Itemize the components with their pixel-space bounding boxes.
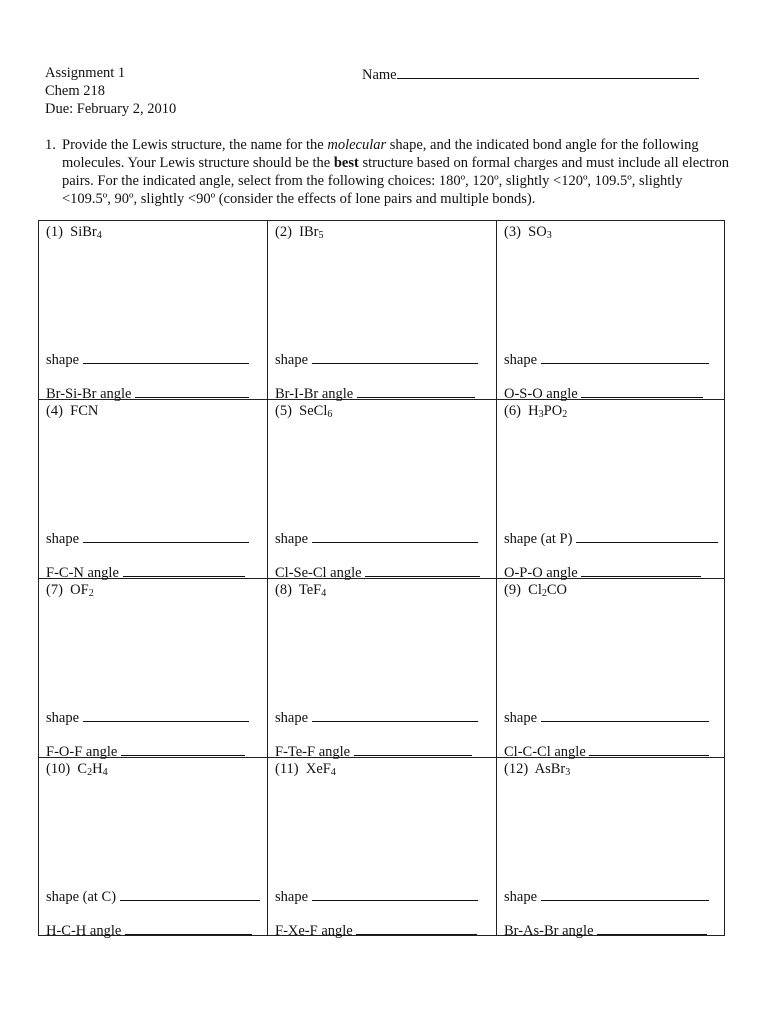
molecule-number: (2) (275, 224, 300, 240)
shape-label: shape (275, 352, 312, 368)
molecule-formula: SeCl$_6$ (299, 403, 333, 420)
molecule-number: (7) (46, 582, 71, 598)
angle-label: O-S-O angle (504, 386, 582, 402)
molecule-cell (39, 758, 267, 939)
shape-blank (312, 528, 478, 543)
shape-label: shape (275, 710, 312, 726)
question-number: 1. (45, 137, 56, 153)
shape-label: shape (275, 531, 312, 547)
due-date: Due: February 2, 2010 (45, 101, 177, 117)
molecule-cell (497, 758, 725, 939)
molecule-grid (38, 220, 725, 939)
molecule-cell (497, 400, 725, 581)
shape-blank (83, 707, 249, 722)
shape-label: shape (504, 889, 541, 905)
question-text-part: shape, and the indicated bond angle for the following molecules. Your Lewis structure should be the (62, 137, 699, 171)
molecule-title (275, 223, 324, 241)
angle-blank (125, 920, 252, 935)
angle-blank (354, 741, 472, 756)
shape-label: shape (275, 889, 312, 905)
shape-field (504, 886, 709, 906)
molecule-cell (39, 579, 267, 760)
molecule-cell (39, 221, 267, 402)
question-text-part: structure based on formal charges and must include all electron pairs. For the indicated angle, select from the following choices: 180º, 120º, slightly <120º, 109.5º, slightly <109.5º, 90º, slightly <90º (consider the effects of lone pairs and multiple bonds). (62, 155, 729, 207)
shape-label: shape (at P) (504, 531, 577, 547)
angle-blank (365, 562, 480, 577)
angle-blank (581, 383, 703, 398)
angle-label: O-P-O angle (504, 565, 582, 581)
angle-blank (589, 741, 709, 756)
shape-blank (312, 886, 478, 901)
molecule-number: (9) (504, 582, 529, 598)
shape-label: shape (46, 710, 83, 726)
molecule-number: (4) (46, 403, 71, 419)
question-text-bold: best (333, 155, 359, 171)
angle-field (504, 920, 707, 940)
shape-label: shape (504, 710, 541, 726)
molecule-formula: $H_3PO_2$ (528, 403, 568, 420)
angle-label: Cl-Se-Cl angle (275, 565, 366, 581)
molecule-title (504, 223, 552, 241)
molecule-title (504, 402, 567, 420)
molecule-formula: $OF_2$ (70, 582, 94, 599)
angle-blank (356, 920, 477, 935)
molecule-formula: $C_2H_4$ (77, 761, 108, 778)
question-text (62, 136, 730, 208)
course-code: Chem 218 (45, 83, 106, 99)
shape-blank (120, 886, 260, 901)
shape-field (275, 886, 478, 906)
angle-blank (357, 383, 475, 398)
molecule-title (46, 402, 98, 420)
angle-label: Br-As-Br angle (504, 923, 598, 939)
shape-blank (541, 707, 709, 722)
molecule-number: (12) (504, 761, 535, 777)
angle-blank (135, 383, 249, 398)
molecule-title (46, 760, 108, 778)
question-text-part: Provide the Lewis structure, the name for the (62, 137, 328, 153)
shape-blank (312, 349, 478, 364)
molecule-title (275, 760, 336, 778)
shape-label: shape (46, 531, 83, 547)
molecule-title (46, 223, 102, 241)
angle-blank (121, 741, 245, 756)
molecule-number: (10) (46, 761, 78, 777)
molecule-cell (497, 579, 725, 760)
shape-field (46, 707, 249, 727)
shape-label: shape (at C) (46, 889, 120, 905)
molecule-title (275, 581, 326, 599)
shape-blank (312, 707, 478, 722)
molecule-title (46, 581, 94, 599)
molecule-cell (39, 400, 267, 581)
shape-blank (576, 528, 718, 543)
molecule-formula: IBr$_5$ (299, 224, 324, 241)
shape-field (46, 349, 249, 369)
shape-field (275, 707, 478, 727)
molecule-cell (497, 221, 725, 402)
molecule-number: (1) (46, 224, 71, 240)
molecule-formula: FCN (70, 403, 99, 419)
shape-field (504, 349, 709, 369)
molecule-number: (3) (504, 224, 529, 240)
molecule-formula: SiBr$_4$ (70, 224, 102, 241)
molecule-number: (8) (275, 582, 299, 598)
shape-field (46, 528, 249, 548)
shape-blank (83, 528, 249, 543)
angle-label: F-Xe-F angle (275, 923, 357, 939)
molecule-formula: AsBr$_3$ (534, 761, 571, 778)
shape-field (504, 528, 718, 548)
angle-label: Br-I-Br angle (275, 386, 357, 402)
molecule-title (504, 760, 570, 778)
molecule-formula: $Cl_2CO$ (528, 582, 568, 599)
shape-field (275, 528, 478, 548)
molecule-number: (6) (504, 403, 529, 419)
molecule-number: (5) (275, 403, 300, 419)
shape-blank (541, 886, 709, 901)
molecule-formula: TeF$_4$ (298, 582, 327, 599)
angle-label: F-Te-F angle (275, 744, 354, 760)
assignment-header (45, 64, 176, 118)
angle-field (275, 920, 477, 940)
angle-blank (581, 562, 701, 577)
molecule-cell (268, 758, 496, 939)
angle-field (46, 920, 252, 940)
molecule-title (275, 402, 332, 420)
molecule-cell (268, 579, 496, 760)
assignment-title: Assignment 1 (45, 65, 126, 81)
angle-blank (597, 920, 707, 935)
angle-label: H-C-H angle (46, 923, 125, 939)
name-field (362, 64, 699, 84)
shape-blank (83, 349, 249, 364)
shape-blank (541, 349, 709, 364)
shape-field (275, 349, 478, 369)
name-blank (397, 64, 699, 79)
angle-blank (123, 562, 245, 577)
angle-label: Br-Si-Br angle (46, 386, 136, 402)
angle-label: F-O-F angle (46, 744, 121, 760)
molecule-number: (11) (275, 761, 306, 777)
shape-field (46, 886, 260, 906)
angle-label: F-C-N angle (46, 565, 123, 581)
molecule-formula: XeF$_4$ (305, 761, 336, 778)
name-label: Name (362, 67, 397, 83)
angle-label: Cl-C-Cl angle (504, 744, 590, 760)
shape-label: shape (46, 352, 83, 368)
shape-label: shape (504, 352, 541, 368)
molecule-formula: $SO_3$ (528, 224, 552, 241)
molecule-title (504, 581, 567, 599)
molecule-cell (268, 400, 496, 581)
question-text-italic: molecular (327, 137, 387, 153)
molecule-cell (268, 221, 496, 402)
shape-field (504, 707, 709, 727)
